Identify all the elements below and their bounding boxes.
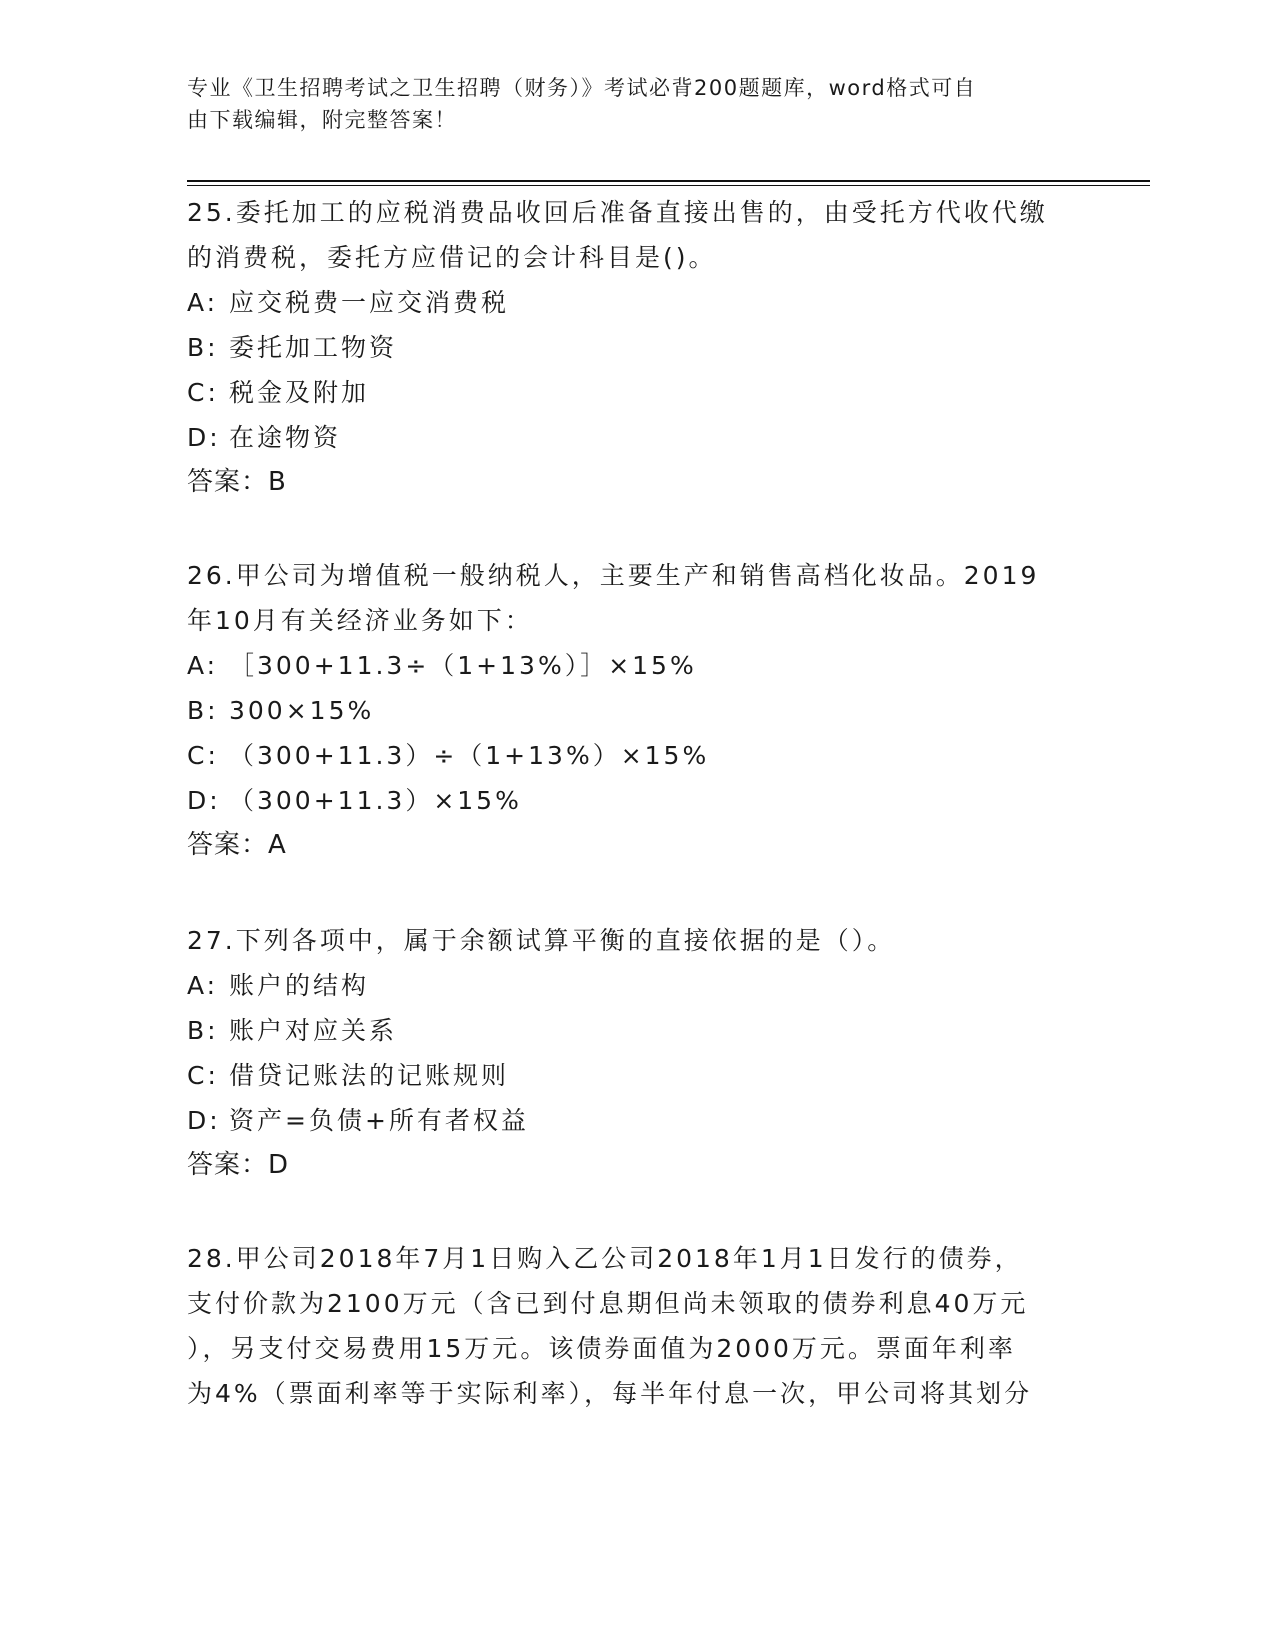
option-key: C: xyxy=(187,1061,219,1090)
question-stem: 26.甲公司为增值税一般纳税人，主要生产和销售高档化妆品。2019 xyxy=(187,561,1040,590)
header-divider xyxy=(187,180,1150,182)
question-27 xyxy=(187,918,1067,1188)
question-28 xyxy=(187,1236,1067,1416)
document-header xyxy=(187,72,1067,136)
option-key: D: xyxy=(187,786,221,815)
option-key: D: xyxy=(187,423,221,452)
option-c xyxy=(187,733,1067,778)
option-text: 账户对应关系 xyxy=(229,1016,398,1045)
option-b xyxy=(187,1008,1067,1053)
option-key: B: xyxy=(187,696,219,725)
answer: 答案：A xyxy=(187,830,287,860)
option-key: C: xyxy=(187,378,219,407)
header-line: 专业《卫生招聘考试之卫生招聘（财务）》考试必背200题题库，word格式可自 xyxy=(187,76,977,100)
question-stem: 25.委托加工的应税消费品收回后准备直接出售的，由受托方代收代缴 xyxy=(187,198,1048,227)
option-c xyxy=(187,370,1067,415)
option-a xyxy=(187,280,1067,325)
option-b xyxy=(187,325,1067,370)
option-text: 借贷记账法的记账规则 xyxy=(229,1061,510,1090)
option-key: A: xyxy=(187,651,219,680)
option-text: 300×15% xyxy=(229,696,375,725)
header-line: 由下载编辑，附完整答案！ xyxy=(187,108,457,132)
question-stem: 28.甲公司2018年7月1日购入乙公司2018年1月1日发行的债券， xyxy=(187,1244,1023,1273)
question-stem: ），另支付交易费用15万元。该债券面值为2000万元。票面年利率 xyxy=(187,1334,1016,1363)
option-text: 资产=负债+所有者权益 xyxy=(229,1106,529,1135)
question-25 xyxy=(187,190,1067,505)
question-stem: 支付价款为2100万元（含已到付息期但尚未领取的债券利息40万元 xyxy=(187,1289,1029,1318)
option-text: （300+11.3）÷（1+13%）×15% xyxy=(229,741,710,770)
option-text: 账户的结构 xyxy=(229,971,370,1000)
option-key: C: xyxy=(187,741,219,770)
question-stem: 为4%（票面利率等于实际利率），每半年付息一次，甲公司将其划分 xyxy=(187,1379,1033,1408)
option-a xyxy=(187,963,1067,1008)
answer: 答案：D xyxy=(187,1150,290,1180)
option-d xyxy=(187,415,1067,460)
option-a xyxy=(187,643,1067,688)
option-c xyxy=(187,1053,1067,1098)
question-stem: 的消费税，委托方应借记的会计科目是()。 xyxy=(187,243,717,272)
option-text: 税金及附加 xyxy=(229,378,370,407)
option-text: （300+11.3）×15% xyxy=(229,786,522,815)
option-key: B: xyxy=(187,1016,219,1045)
option-text: 在途物资 xyxy=(229,423,342,452)
option-b xyxy=(187,688,1067,733)
option-d xyxy=(187,1098,1067,1143)
question-stem: 27.下列各项中，属于余额试算平衡的直接依据的是（）。 xyxy=(187,926,896,955)
answer: 答案：B xyxy=(187,467,287,497)
option-key: D: xyxy=(187,1106,221,1135)
option-text: 应交税费一应交消费税 xyxy=(229,288,510,317)
option-key: A: xyxy=(187,971,219,1000)
option-key: A: xyxy=(187,288,219,317)
header-divider-thin xyxy=(187,185,1150,186)
option-text: 委托加工物资 xyxy=(229,333,398,362)
option-key: B: xyxy=(187,333,219,362)
option-d xyxy=(187,778,1067,823)
question-stem: 年10月有关经济业务如下： xyxy=(187,606,533,635)
question-26 xyxy=(187,553,1067,868)
option-text: ［300+11.3÷（1+13%）］×15% xyxy=(229,651,697,680)
